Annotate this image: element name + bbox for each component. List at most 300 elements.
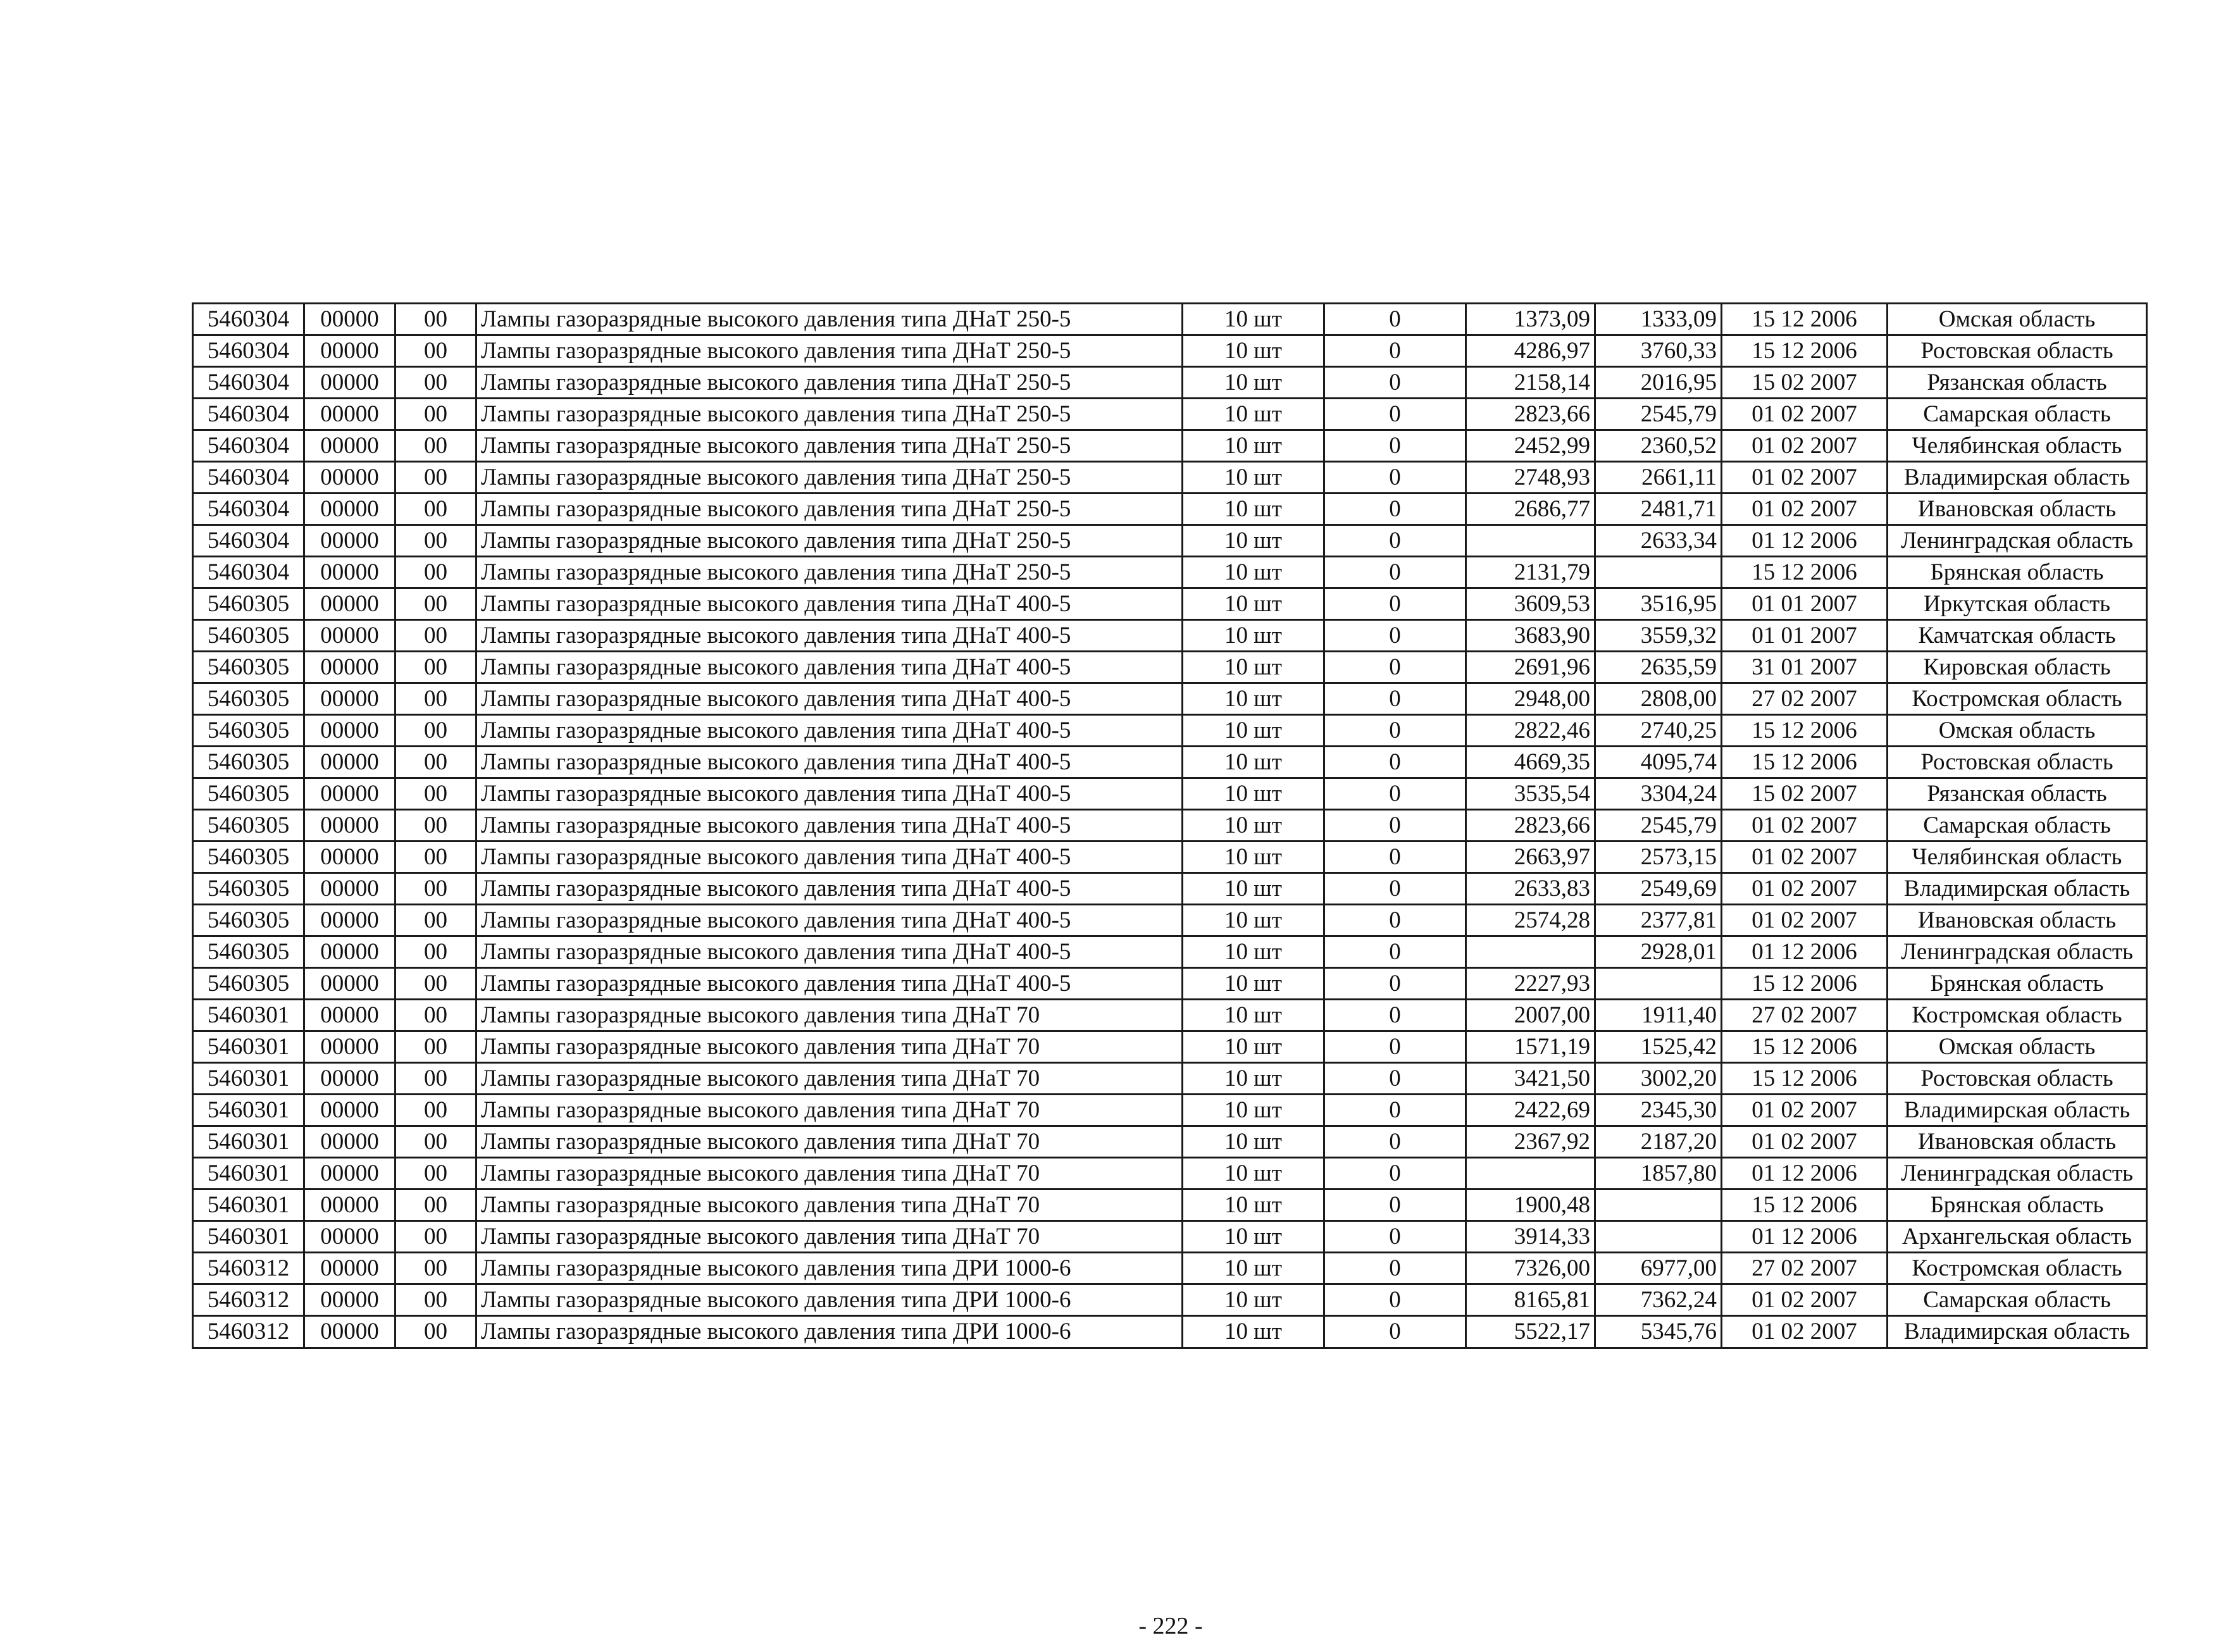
date-cell: 01 12 2006: [1722, 1158, 1888, 1189]
suffix-cell: 00: [395, 588, 476, 620]
date-cell: 01 02 2007: [1722, 905, 1888, 936]
unit-cell: 10 шт: [1183, 335, 1324, 367]
region-cell: Рязанская область: [1888, 778, 2147, 810]
subcode-cell: 00000: [304, 1031, 395, 1063]
price-1-cell: 3535,54: [1466, 778, 1595, 810]
price-2-cell: 2573,15: [1595, 842, 1722, 873]
zero-cell: 0: [1324, 304, 1466, 335]
price-2-cell: 2633,34: [1595, 525, 1722, 557]
product-name-cell: Лампы газоразрядные высокого давления типа ДРИ 1000-6: [476, 1253, 1183, 1284]
zero-cell: 0: [1324, 1316, 1466, 1348]
price-1-cell: 2227,93: [1466, 968, 1595, 1000]
price-1-cell: 2452,99: [1466, 430, 1595, 462]
product-name-cell: Лампы газоразрядные высокого давления типа ДНаТ 400-5: [476, 936, 1183, 968]
product-name-cell: Лампы газоразрядные высокого давления типа ДНаТ 400-5: [476, 683, 1183, 715]
unit-cell: 10 шт: [1183, 430, 1324, 462]
price-1-cell: 2948,00: [1466, 683, 1595, 715]
price-2-cell: [1595, 557, 1722, 588]
region-cell: Самарская область: [1888, 1284, 2147, 1316]
suffix-cell: 00: [395, 462, 476, 494]
date-cell: 15 12 2006: [1722, 335, 1888, 367]
price-2-cell: 3559,32: [1595, 620, 1722, 652]
subcode-cell: 00000: [304, 1095, 395, 1126]
subcode-cell: 00000: [304, 620, 395, 652]
suffix-cell: 00: [395, 430, 476, 462]
subcode-cell: 00000: [304, 905, 395, 936]
table-row: [193, 1031, 2147, 1063]
price-1-cell: 2131,79: [1466, 557, 1595, 588]
region-cell: Брянская область: [1888, 968, 2147, 1000]
price-1-cell: [1466, 525, 1595, 557]
price-1-cell: [1466, 936, 1595, 968]
subcode-cell: 00000: [304, 1221, 395, 1253]
table-row: [193, 936, 2147, 968]
product-code-cell: 5460305: [193, 747, 304, 778]
zero-cell: 0: [1324, 335, 1466, 367]
unit-cell: 10 шт: [1183, 462, 1324, 494]
product-code-cell: 5460301: [193, 1221, 304, 1253]
product-code-cell: 5460304: [193, 304, 304, 335]
price-2-cell: 3002,20: [1595, 1063, 1722, 1095]
zero-cell: 0: [1324, 936, 1466, 968]
product-code-cell: 5460301: [193, 1031, 304, 1063]
price-1-cell: 2158,14: [1466, 367, 1595, 399]
subcode-cell: 00000: [304, 1158, 395, 1189]
price-2-cell: 1333,09: [1595, 304, 1722, 335]
suffix-cell: 00: [395, 652, 476, 683]
price-1-cell: 8165,81: [1466, 1284, 1595, 1316]
table-row: [193, 557, 2147, 588]
date-cell: 15 12 2006: [1722, 1031, 1888, 1063]
unit-cell: 10 шт: [1183, 683, 1324, 715]
product-code-cell: 5460312: [193, 1284, 304, 1316]
table-row: [193, 778, 2147, 810]
product-code-cell: 5460304: [193, 525, 304, 557]
table-row: [193, 1221, 2147, 1253]
date-cell: 01 02 2007: [1722, 1126, 1888, 1158]
zero-cell: 0: [1324, 588, 1466, 620]
price-1-cell: 1571,19: [1466, 1031, 1595, 1063]
zero-cell: 0: [1324, 810, 1466, 842]
product-name-cell: Лампы газоразрядные высокого давления типа ДНаТ 400-5: [476, 905, 1183, 936]
region-cell: Ростовская область: [1888, 1063, 2147, 1095]
price-2-cell: 1857,80: [1595, 1158, 1722, 1189]
product-name-cell: Лампы газоразрядные высокого давления типа ДРИ 1000-6: [476, 1316, 1183, 1348]
price-2-cell: 2016,95: [1595, 367, 1722, 399]
table-row: [193, 1284, 2147, 1316]
zero-cell: 0: [1324, 525, 1466, 557]
date-cell: 15 02 2007: [1722, 367, 1888, 399]
product-code-cell: 5460304: [193, 462, 304, 494]
price-2-cell: [1595, 1189, 1722, 1221]
product-code-cell: 5460301: [193, 1000, 304, 1031]
price-2-cell: 2928,01: [1595, 936, 1722, 968]
product-code-cell: 5460301: [193, 1189, 304, 1221]
subcode-cell: 00000: [304, 557, 395, 588]
zero-cell: 0: [1324, 430, 1466, 462]
table-row: [193, 335, 2147, 367]
product-name-cell: Лампы газоразрядные высокого давления типа ДНаТ 400-5: [476, 715, 1183, 747]
region-cell: Владимирская область: [1888, 1095, 2147, 1126]
product-name-cell: Лампы газоразрядные высокого давления типа ДНаТ 70: [476, 1063, 1183, 1095]
unit-cell: 10 шт: [1183, 557, 1324, 588]
price-1-cell: 3421,50: [1466, 1063, 1595, 1095]
region-cell: Архангельская область: [1888, 1221, 2147, 1253]
price-2-cell: 2545,79: [1595, 810, 1722, 842]
subcode-cell: 00000: [304, 304, 395, 335]
table-row: [193, 494, 2147, 525]
price-2-cell: [1595, 968, 1722, 1000]
suffix-cell: 00: [395, 810, 476, 842]
subcode-cell: 00000: [304, 873, 395, 905]
unit-cell: 10 шт: [1183, 1253, 1324, 1284]
zero-cell: 0: [1324, 1063, 1466, 1095]
date-cell: 27 02 2007: [1722, 1253, 1888, 1284]
table-body: [193, 304, 2147, 1348]
subcode-cell: 00000: [304, 335, 395, 367]
unit-cell: 10 шт: [1183, 747, 1324, 778]
table-row: [193, 1000, 2147, 1031]
region-cell: Ростовская область: [1888, 747, 2147, 778]
price-1-cell: 2686,77: [1466, 494, 1595, 525]
date-cell: 15 12 2006: [1722, 557, 1888, 588]
table-row: [193, 1316, 2147, 1348]
product-code-cell: 5460301: [193, 1126, 304, 1158]
suffix-cell: 00: [395, 620, 476, 652]
product-name-cell: Лампы газоразрядные высокого давления типа ДНаТ 70: [476, 1189, 1183, 1221]
unit-cell: 10 шт: [1183, 715, 1324, 747]
table-row: [193, 810, 2147, 842]
subcode-cell: 00000: [304, 1126, 395, 1158]
date-cell: 01 02 2007: [1722, 1095, 1888, 1126]
table-row: [193, 715, 2147, 747]
zero-cell: 0: [1324, 652, 1466, 683]
zero-cell: 0: [1324, 747, 1466, 778]
price-1-cell: 2422,69: [1466, 1095, 1595, 1126]
product-code-cell: 5460305: [193, 683, 304, 715]
unit-cell: 10 шт: [1183, 304, 1324, 335]
region-cell: Брянская область: [1888, 1189, 2147, 1221]
table-row: [193, 842, 2147, 873]
price-1-cell: 2823,66: [1466, 399, 1595, 430]
product-name-cell: Лампы газоразрядные высокого давления типа ДНаТ 250-5: [476, 430, 1183, 462]
price-2-cell: 5345,76: [1595, 1316, 1722, 1348]
price-1-cell: 3683,90: [1466, 620, 1595, 652]
price-1-cell: 2748,93: [1466, 462, 1595, 494]
price-1-cell: [1466, 1158, 1595, 1189]
price-2-cell: 3304,24: [1595, 778, 1722, 810]
price-2-cell: 3516,95: [1595, 588, 1722, 620]
zero-cell: 0: [1324, 842, 1466, 873]
price-2-cell: 2545,79: [1595, 399, 1722, 430]
subcode-cell: 00000: [304, 747, 395, 778]
zero-cell: 0: [1324, 1284, 1466, 1316]
price-1-cell: 1373,09: [1466, 304, 1595, 335]
table-row: [193, 430, 2147, 462]
product-name-cell: Лампы газоразрядные высокого давления типа ДНаТ 400-5: [476, 588, 1183, 620]
subcode-cell: 00000: [304, 367, 395, 399]
region-cell: Челябинская область: [1888, 842, 2147, 873]
date-cell: 15 12 2006: [1722, 747, 1888, 778]
table-row: [193, 525, 2147, 557]
zero-cell: 0: [1324, 494, 1466, 525]
date-cell: 01 01 2007: [1722, 588, 1888, 620]
unit-cell: 10 шт: [1183, 1221, 1324, 1253]
product-name-cell: Лампы газоразрядные высокого давления типа ДНаТ 250-5: [476, 494, 1183, 525]
suffix-cell: 00: [395, 936, 476, 968]
subcode-cell: 00000: [304, 715, 395, 747]
date-cell: 01 12 2006: [1722, 525, 1888, 557]
date-cell: 01 12 2006: [1722, 936, 1888, 968]
date-cell: 01 01 2007: [1722, 620, 1888, 652]
price-2-cell: 1525,42: [1595, 1031, 1722, 1063]
table-row: [193, 1063, 2147, 1095]
price-2-cell: 4095,74: [1595, 747, 1722, 778]
price-2-cell: 2377,81: [1595, 905, 1722, 936]
table-row: [193, 588, 2147, 620]
unit-cell: 10 шт: [1183, 1158, 1324, 1189]
date-cell: 01 02 2007: [1722, 430, 1888, 462]
zero-cell: 0: [1324, 905, 1466, 936]
subcode-cell: 00000: [304, 683, 395, 715]
date-cell: 01 02 2007: [1722, 810, 1888, 842]
region-cell: Омская область: [1888, 715, 2147, 747]
suffix-cell: 00: [395, 1189, 476, 1221]
suffix-cell: 00: [395, 304, 476, 335]
table-row: [193, 1189, 2147, 1221]
price-1-cell: 2823,66: [1466, 810, 1595, 842]
zero-cell: 0: [1324, 462, 1466, 494]
product-name-cell: Лампы газоразрядные высокого давления типа ДНаТ 250-5: [476, 335, 1183, 367]
price-1-cell: 4669,35: [1466, 747, 1595, 778]
date-cell: 15 12 2006: [1722, 1063, 1888, 1095]
region-cell: Костромская область: [1888, 1253, 2147, 1284]
price-1-cell: 2691,96: [1466, 652, 1595, 683]
price-2-cell: 2808,00: [1595, 683, 1722, 715]
product-name-cell: Лампы газоразрядные высокого давления типа ДНаТ 250-5: [476, 399, 1183, 430]
subcode-cell: 00000: [304, 1253, 395, 1284]
date-cell: 15 12 2006: [1722, 304, 1888, 335]
product-name-cell: Лампы газоразрядные высокого давления типа ДНаТ 250-5: [476, 525, 1183, 557]
product-name-cell: Лампы газоразрядные высокого давления типа ДНаТ 70: [476, 1000, 1183, 1031]
suffix-cell: 00: [395, 1031, 476, 1063]
zero-cell: 0: [1324, 683, 1466, 715]
unit-cell: 10 шт: [1183, 1189, 1324, 1221]
date-cell: 01 02 2007: [1722, 842, 1888, 873]
zero-cell: 0: [1324, 1031, 1466, 1063]
zero-cell: 0: [1324, 873, 1466, 905]
price-1-cell: 2663,97: [1466, 842, 1595, 873]
table-row: [193, 620, 2147, 652]
subcode-cell: 00000: [304, 936, 395, 968]
region-cell: Омская область: [1888, 1031, 2147, 1063]
unit-cell: 10 шт: [1183, 905, 1324, 936]
price-1-cell: 4286,97: [1466, 335, 1595, 367]
subcode-cell: 00000: [304, 399, 395, 430]
region-cell: Владимирская область: [1888, 462, 2147, 494]
subcode-cell: 00000: [304, 494, 395, 525]
region-cell: Владимирская область: [1888, 1316, 2147, 1348]
product-code-cell: 5460305: [193, 778, 304, 810]
zero-cell: 0: [1324, 620, 1466, 652]
subcode-cell: 00000: [304, 430, 395, 462]
product-code-cell: 5460304: [193, 399, 304, 430]
suffix-cell: 00: [395, 747, 476, 778]
product-code-cell: 5460301: [193, 1063, 304, 1095]
suffix-cell: 00: [395, 557, 476, 588]
unit-cell: 10 шт: [1183, 873, 1324, 905]
product-code-cell: 5460312: [193, 1316, 304, 1348]
product-name-cell: Лампы газоразрядные высокого давления типа ДНаТ 70: [476, 1031, 1183, 1063]
date-cell: 01 02 2007: [1722, 462, 1888, 494]
zero-cell: 0: [1324, 399, 1466, 430]
price-2-cell: 7362,24: [1595, 1284, 1722, 1316]
region-cell: Рязанская область: [1888, 367, 2147, 399]
region-cell: Камчатская область: [1888, 620, 2147, 652]
date-cell: 15 12 2006: [1722, 968, 1888, 1000]
product-code-cell: 5460305: [193, 810, 304, 842]
unit-cell: 10 шт: [1183, 1095, 1324, 1126]
page-number: - 222 -: [1138, 1613, 1203, 1639]
unit-cell: 10 шт: [1183, 588, 1324, 620]
product-name-cell: Лампы газоразрядные высокого давления типа ДНаТ 70: [476, 1095, 1183, 1126]
suffix-cell: 00: [395, 873, 476, 905]
subcode-cell: 00000: [304, 842, 395, 873]
unit-cell: 10 шт: [1183, 1031, 1324, 1063]
region-cell: Ленинградская область: [1888, 936, 2147, 968]
product-name-cell: Лампы газоразрядные высокого давления типа ДНаТ 400-5: [476, 968, 1183, 1000]
suffix-cell: 00: [395, 1316, 476, 1348]
zero-cell: 0: [1324, 1189, 1466, 1221]
product-name-cell: Лампы газоразрядные высокого давления типа ДНаТ 400-5: [476, 810, 1183, 842]
price-1-cell: 2007,00: [1466, 1000, 1595, 1031]
zero-cell: 0: [1324, 715, 1466, 747]
product-code-cell: 5460304: [193, 367, 304, 399]
zero-cell: 0: [1324, 367, 1466, 399]
table-row: [193, 462, 2147, 494]
zero-cell: 0: [1324, 1095, 1466, 1126]
suffix-cell: 00: [395, 1221, 476, 1253]
table-row: [193, 683, 2147, 715]
subcode-cell: 00000: [304, 778, 395, 810]
table-row: [193, 968, 2147, 1000]
date-cell: 27 02 2007: [1722, 683, 1888, 715]
subcode-cell: 00000: [304, 1063, 395, 1095]
suffix-cell: 00: [395, 715, 476, 747]
price-2-cell: [1595, 1221, 1722, 1253]
date-cell: 01 02 2007: [1722, 1284, 1888, 1316]
unit-cell: 10 шт: [1183, 367, 1324, 399]
product-name-cell: Лампы газоразрядные высокого давления типа ДНаТ 400-5: [476, 778, 1183, 810]
product-name-cell: Лампы газоразрядные высокого давления типа ДНаТ 250-5: [476, 367, 1183, 399]
unit-cell: 10 шт: [1183, 1000, 1324, 1031]
date-cell: 15 02 2007: [1722, 778, 1888, 810]
date-cell: 01 02 2007: [1722, 494, 1888, 525]
suffix-cell: 00: [395, 1284, 476, 1316]
subcode-cell: 00000: [304, 652, 395, 683]
date-cell: 27 02 2007: [1722, 1000, 1888, 1031]
product-name-cell: Лампы газоразрядные высокого давления типа ДНаТ 250-5: [476, 557, 1183, 588]
unit-cell: 10 шт: [1183, 778, 1324, 810]
date-cell: 01 02 2007: [1722, 1316, 1888, 1348]
price-1-cell: 2822,46: [1466, 715, 1595, 747]
price-2-cell: 6977,00: [1595, 1253, 1722, 1284]
price-2-cell: 2360,52: [1595, 430, 1722, 462]
region-cell: Ивановская область: [1888, 1126, 2147, 1158]
price-2-cell: 2345,30: [1595, 1095, 1722, 1126]
product-name-cell: Лампы газоразрядные высокого давления типа ДНаТ 400-5: [476, 873, 1183, 905]
suffix-cell: 00: [395, 905, 476, 936]
product-name-cell: Лампы газоразрядные высокого давления типа ДНаТ 70: [476, 1221, 1183, 1253]
price-1-cell: 2574,28: [1466, 905, 1595, 936]
product-code-cell: 5460301: [193, 1158, 304, 1189]
product-name-cell: Лампы газоразрядные высокого давления типа ДНаТ 400-5: [476, 620, 1183, 652]
unit-cell: 10 шт: [1183, 936, 1324, 968]
product-code-cell: 5460305: [193, 652, 304, 683]
subcode-cell: 00000: [304, 810, 395, 842]
region-cell: Кировская область: [1888, 652, 2147, 683]
unit-cell: 10 шт: [1183, 1063, 1324, 1095]
subcode-cell: 00000: [304, 1284, 395, 1316]
suffix-cell: 00: [395, 1253, 476, 1284]
product-name-cell: Лампы газоразрядные высокого давления типа ДНаТ 400-5: [476, 842, 1183, 873]
region-cell: Брянская область: [1888, 557, 2147, 588]
product-name-cell: Лампы газоразрядные высокого давления типа ДНаТ 400-5: [476, 747, 1183, 778]
date-cell: 01 02 2007: [1722, 873, 1888, 905]
suffix-cell: 00: [395, 367, 476, 399]
price-1-cell: 2633,83: [1466, 873, 1595, 905]
subcode-cell: 00000: [304, 1000, 395, 1031]
table-row: [193, 1126, 2147, 1158]
price-2-cell: 3760,33: [1595, 335, 1722, 367]
region-cell: Ивановская область: [1888, 494, 2147, 525]
price-1-cell: 1900,48: [1466, 1189, 1595, 1221]
suffix-cell: 00: [395, 968, 476, 1000]
price-2-cell: 2740,25: [1595, 715, 1722, 747]
region-cell: Костромская область: [1888, 683, 2147, 715]
table-row: [193, 1253, 2147, 1284]
unit-cell: 10 шт: [1183, 525, 1324, 557]
unit-cell: 10 шт: [1183, 494, 1324, 525]
unit-cell: 10 шт: [1183, 968, 1324, 1000]
suffix-cell: 00: [395, 1126, 476, 1158]
product-code-cell: 5460305: [193, 620, 304, 652]
product-name-cell: Лампы газоразрядные высокого давления типа ДНаТ 250-5: [476, 304, 1183, 335]
suffix-cell: 00: [395, 1000, 476, 1031]
product-code-cell: 5460305: [193, 936, 304, 968]
region-cell: Костромская область: [1888, 1000, 2147, 1031]
product-code-cell: 5460305: [193, 968, 304, 1000]
suffix-cell: 00: [395, 1063, 476, 1095]
zero-cell: 0: [1324, 1126, 1466, 1158]
product-name-cell: Лампы газоразрядные высокого давления типа ДНаТ 400-5: [476, 652, 1183, 683]
unit-cell: 10 шт: [1183, 810, 1324, 842]
suffix-cell: 00: [395, 1158, 476, 1189]
price-1-cell: 5522,17: [1466, 1316, 1595, 1348]
suffix-cell: 00: [395, 1095, 476, 1126]
region-cell: Ленинградская область: [1888, 525, 2147, 557]
zero-cell: 0: [1324, 1158, 1466, 1189]
subcode-cell: 00000: [304, 968, 395, 1000]
price-1-cell: 3609,53: [1466, 588, 1595, 620]
product-code-cell: 5460305: [193, 905, 304, 936]
unit-cell: 10 шт: [1183, 1126, 1324, 1158]
table-row: [193, 873, 2147, 905]
date-cell: 31 01 2007: [1722, 652, 1888, 683]
region-cell: Иркутская область: [1888, 588, 2147, 620]
region-cell: Омская область: [1888, 304, 2147, 335]
unit-cell: 10 шт: [1183, 399, 1324, 430]
